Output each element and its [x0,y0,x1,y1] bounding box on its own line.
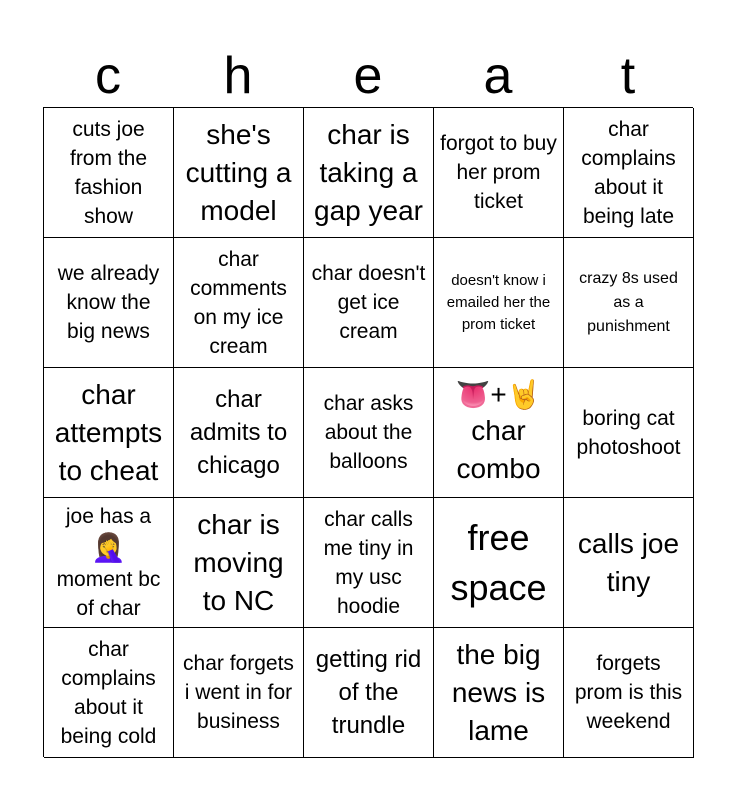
bingo-cell[interactable] [304,108,434,238]
cell-text: cuts joe from the fashion show [69,117,148,228]
cell-text: boring cat photoshoot [576,406,681,459]
cell-text: char comments on my ice cream [190,247,287,358]
header-letter: h [223,47,253,105]
bingo-cell[interactable] [304,628,434,758]
tongue-rock-emoji-icon: 👅+🤘 [455,378,542,410]
cell-text: joe has a [65,505,152,528]
bingo-cell[interactable] [44,628,174,758]
facepalm-emoji-icon: 🤦‍♀️ [91,532,126,563]
cell-text: char combo [456,414,541,484]
bingo-cell[interactable] [174,238,304,368]
cell-text: char complains about it being late [581,117,676,228]
bingo-cell[interactable] [434,368,564,498]
cell-text: char calls me tiny in my usc hoodie [323,507,414,618]
cell-text: char admits to chicago [189,386,288,479]
bingo-cell[interactable] [434,108,564,238]
cell-text: getting rid of the trundle [315,646,422,739]
cell-text: calls joe tiny [577,527,680,597]
bingo-cell[interactable] [304,368,434,498]
header-letter: e [353,47,383,105]
cell-text: the big news is lame [451,638,546,746]
bingo-cell[interactable] [304,238,434,368]
cell-text: char attempts to cheat [54,378,163,486]
bingo-cell[interactable] [434,628,564,758]
bingo-cell[interactable] [44,368,174,498]
header-letter: c [95,47,121,105]
cell-text: char is moving to NC [193,508,284,616]
bingo-cell[interactable] [174,498,304,628]
bingo-header [43,45,693,107]
bingo-cell[interactable] [174,628,304,758]
bingo-cell[interactable] [304,498,434,628]
cell-text: forgets prom is this weekend [574,652,683,733]
bingo-cell[interactable] [174,108,304,238]
cell-text: char forgets i went in for business [183,652,294,733]
cell-text: moment bc of char [56,568,161,620]
bingo-cell[interactable] [564,368,694,498]
bingo-cell[interactable] [564,628,694,758]
bingo-cell[interactable] [434,238,564,368]
header-letter: t [620,47,636,105]
bingo-cell[interactable] [564,498,694,628]
bingo-cell[interactable] [564,238,694,368]
cell-text: crazy 8s used as a punishment [579,269,678,335]
bingo-cell[interactable] [564,108,694,238]
header-letter: a [483,47,513,105]
cell-text: char is taking a gap year [314,118,423,226]
cell-text: char doesn't get ice cream [311,262,426,343]
cell-text: free space [450,516,547,608]
cell-text: we already know the big news [57,262,160,343]
bingo-cell[interactable] [44,238,174,368]
bingo-cell[interactable] [44,498,174,628]
bingo-cell-free-space[interactable] [434,498,564,628]
cell-text: char asks about the balloons [323,392,414,473]
bingo-cell[interactable] [44,108,174,238]
cell-text: char complains about it being cold [60,637,157,748]
cell-text: she's cutting a model [185,118,292,226]
cell-text: doesn't know i emailed her the prom ticket [446,271,551,333]
bingo-cell[interactable] [174,368,304,498]
cell-text: forgot to buy her prom ticket [440,132,557,213]
bingo-board [43,107,693,757]
